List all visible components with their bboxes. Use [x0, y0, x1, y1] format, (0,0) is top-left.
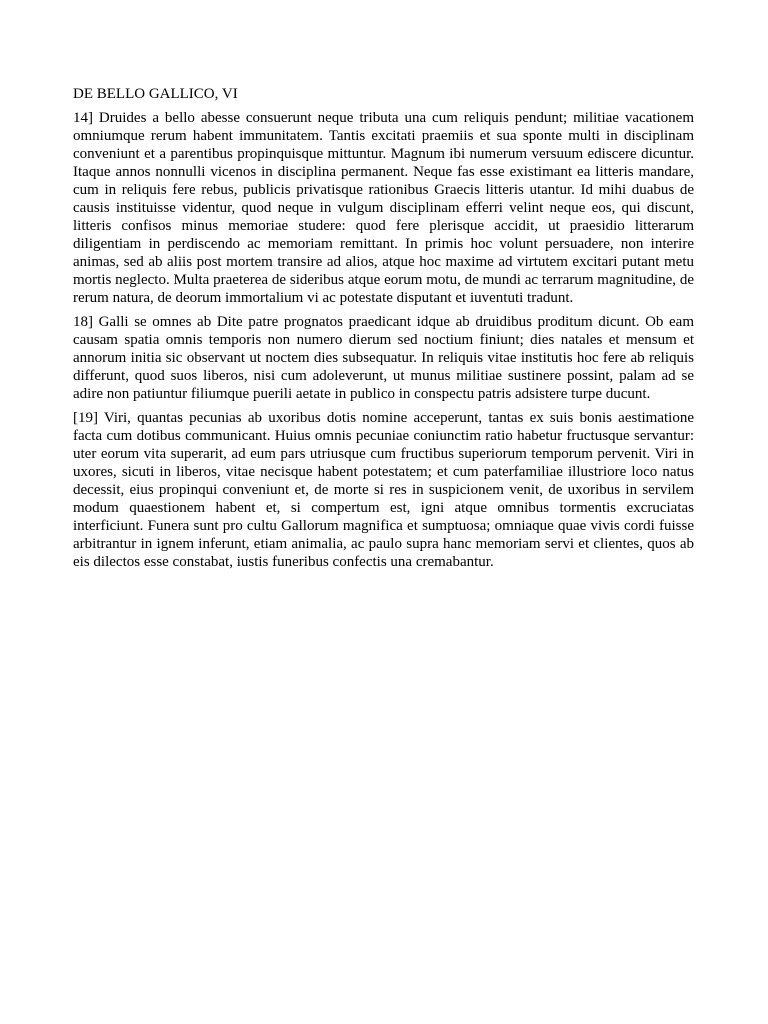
document-page — [73, 85, 694, 577]
paragraph-chapter-19: [19] Viri, quantas pecunias ab uxoribus dotis nomine acceperunt, tantas ex suis bonis aestimatione facta cum dotibus communicant. Huius omnis pecuniae coniunctim ratio habetur fructusque servantur: uter eorum vita superarit, ad eum pars utriusque cum fructibus superiorum temporum pervenit. Viri in uxores, sicuti in liberos, vitae necisque habent potestatem; et cum paterfamiliae illustriore loco natus decessit, eius propinqui conveniunt et, de morte si res in suspicionem venit, de uxoribus in servilem modum quaestionem habent et, si compertum est, igni atque omnibus tormentis excruciatas interficiunt. Funera sunt pro cultu Gallorum magnifica et sumptuosa; omniaque quae vivis cordi fuisse arbitrantur in ignem inferunt, etiam animalia, ac paulo supra hanc memoriam servi et clientes, quos ab eis dilectos esse constabat, iustis funeribus confectis una cremabantur. — [73, 410, 694, 570]
paragraph-chapter-14: 14] Druides a bello abesse consuerunt neque tributa una cum reliquis pendunt; militiae vacationem omniumque rerum habent immunitatem. Tantis excitati praemiis et sua sponte multi in disciplinam conveniunt et a parentibus propinquisque mittuntur. Magnum ibi numerum versuum ediscere dicuntur. Itaque annos nonnulli vicenos in disciplina permanent. Neque fas esse existimant ea litteris mandare, cum in reliquis fere rebus, publicis privatisque rationibus Graecis litteris utantur. Id mihi duabus de causis instituisse videntur, quod neque in vulgum disciplinam efferri velint neque eos, qui discunt, litteris confisos minus memoriae studere: quod fere plerisque accidit, ut praesidio litterarum diligentiam in perdiscendo ac memoriam remittant. In primis hoc volunt persuadere, non interire animas, sed ab aliis post mortem transire ad alios, atque hoc maxime ad virtutem excitari putant metu mortis neglecto. Multa praeterea de sideribus atque eorum motu, de mundi ac terrarum magnitudine, de rerum natura, de deorum immortalium vi ac potestate disputant et iuventuti tradunt. — [73, 110, 694, 306]
paragraph-chapter-18: 18] Galli se omnes ab Dite patre prognatos praedicant idque ab druidibus proditum dicunt. Ob eam causam spatia omnis temporis non numero dierum sed noctium finiunt; dies natales et mensum et annorum initia sic observant ut noctem dies subsequatur. In reliquis vitae institutis hoc fere ab reliquis differunt, quod suos liberos, nisi cum adoleverunt, ut munus militiae sustinere possint, palam ad se adire non patiuntur filiumque puerili aetate in publico in conspectu patris adsistere turpe ducunt. — [73, 314, 694, 402]
document-title: DE BELLO GALLICO, VI — [73, 86, 238, 102]
